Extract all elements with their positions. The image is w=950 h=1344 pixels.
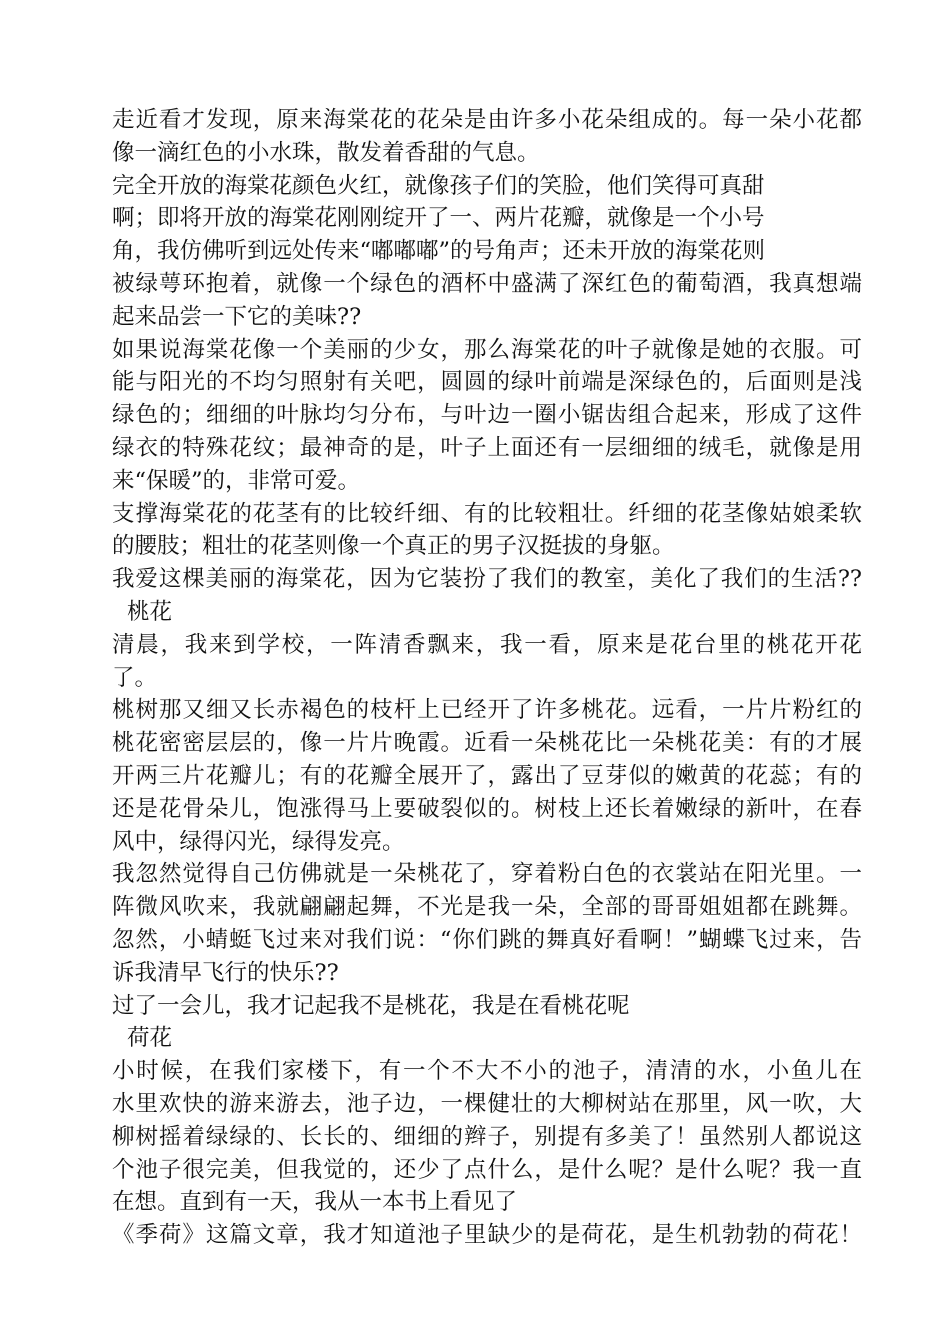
- text-line: 绿衣的特殊花纹；最神奇的是，叶子上面还有一层细细的绒毛，就像是用: [112, 434, 862, 461]
- text-line: 角，我仿佛听到远处传来“嘟嘟嘟”的号角声；还未开放的海棠花则: [112, 238, 766, 265]
- text-line: 起来品尝一下它的美味??: [112, 303, 362, 330]
- section-heading: 桃花: [127, 598, 173, 625]
- text-line: 能与阳光的不均匀照射有关吧，圆圆的绿叶前端是深绿色的，后面则是浅: [112, 369, 862, 396]
- text-line: 来“保暖”的，非常可爱。: [112, 467, 361, 494]
- text-line: 小时候，在我们家楼下，有一个不大不小的池子，清清的水，小鱼儿在: [112, 1058, 862, 1085]
- text-line: 诉我清早飞行的快乐??: [112, 959, 339, 986]
- text-line: 像一滴红色的小水珠，散发着香甜的气息。: [112, 139, 540, 166]
- text-line: 风中，绿得闪光，绿得发亮。: [112, 828, 405, 855]
- text-line: 开两三片花瓣儿；有的花瓣全展开了，露出了豆芽似的嫩黄的花蕊；有的: [112, 762, 862, 789]
- text-line: 被绿萼环抱着，就像一个绿色的酒杯中盛满了深红色的葡萄酒，我真想端: [112, 270, 862, 297]
- text-line: 还是花骨朵儿，饱涨得马上要破裂似的。树枝上还长着嫩绿的新叶，在春: [112, 795, 862, 822]
- text-line: 的腰肢；粗壮的花茎则像一个真正的男子汉挺拔的身躯。: [112, 533, 675, 560]
- section-heading: 荷花: [127, 1025, 173, 1052]
- text-line: 柳树摇着绿绿的、长长的、细细的辫子，别提有多美了！虽然别人都说这: [112, 1123, 862, 1150]
- text-line: 桃花密密层层的，像一片片晚霞。近看一朵桃花比一朵桃花美：有的才展: [112, 730, 862, 757]
- text-line: 完全开放的海棠花颜色火红，就像孩子们的笑脸，他们笑得可真甜: [112, 172, 765, 199]
- text-line: 我爱这棵美丽的海棠花，因为它装扮了我们的教室，美化了我们的生活??: [112, 566, 862, 593]
- document-body: [112, 104, 862, 1252]
- text-line: 如果说海棠花像一个美丽的少女，那么海棠花的叶子就像是她的衣服。可: [112, 336, 862, 363]
- text-line: 阵微风吹来，我就翩翩起舞，不光是我一朵，全部的哥哥姐姐都在跳舞。: [112, 894, 862, 921]
- text-line: 支撑海棠花的花茎有的比较纤细、有的比较粗壮。纤细的花茎像姑娘柔软: [112, 500, 862, 527]
- text-line: 个池子很完美，但我觉的，还少了点什么，是什么呢？是什么呢？我一直: [112, 1156, 862, 1183]
- text-line: 绿色的；细细的叶脉均匀分布，与叶边一圈小锯齿组合起来，形成了这件: [112, 402, 862, 429]
- text-line: 清晨，我来到学校，一阵清香飘来，我一看，原来是花台里的桃花开花: [112, 631, 862, 658]
- text-line: 忽然，小蜻蜓飞过来对我们说：“你们跳的舞真好看啊！”蝴蝶飞过来，告: [112, 926, 862, 953]
- text-line: 了。: [112, 664, 158, 691]
- text-line: 桃树那又细又长赤褐色的枝杆上已经开了许多桃花。远看，一片片粉红的: [112, 697, 862, 724]
- text-line: 啊；即将开放的海棠花刚刚绽开了一、两片花瓣，就像是一个小号: [112, 205, 765, 232]
- text-line: 我忽然觉得自己仿佛就是一朵桃花了，穿着粉白色的衣裳站在阳光里。一: [112, 861, 862, 888]
- text-line: 走近看才发现，原来海棠花的花朵是由许多小花朵组成的。每一朵小花都: [112, 107, 862, 133]
- text-line: 在想。直到有一天，我从一本书上看见了: [112, 1189, 518, 1216]
- text-line: 过了一会儿，我才记起我不是桃花，我是在看桃花呢: [112, 992, 630, 1019]
- text-line: 《季荷》这篇文章，我才知道池子里缺少的是荷花，是生机勃勃的荷花！: [112, 1222, 862, 1249]
- text-line: 水里欢快的游来游去，池子边，一棵健壮的大柳树站在那里，风一吹，大: [112, 1090, 862, 1117]
